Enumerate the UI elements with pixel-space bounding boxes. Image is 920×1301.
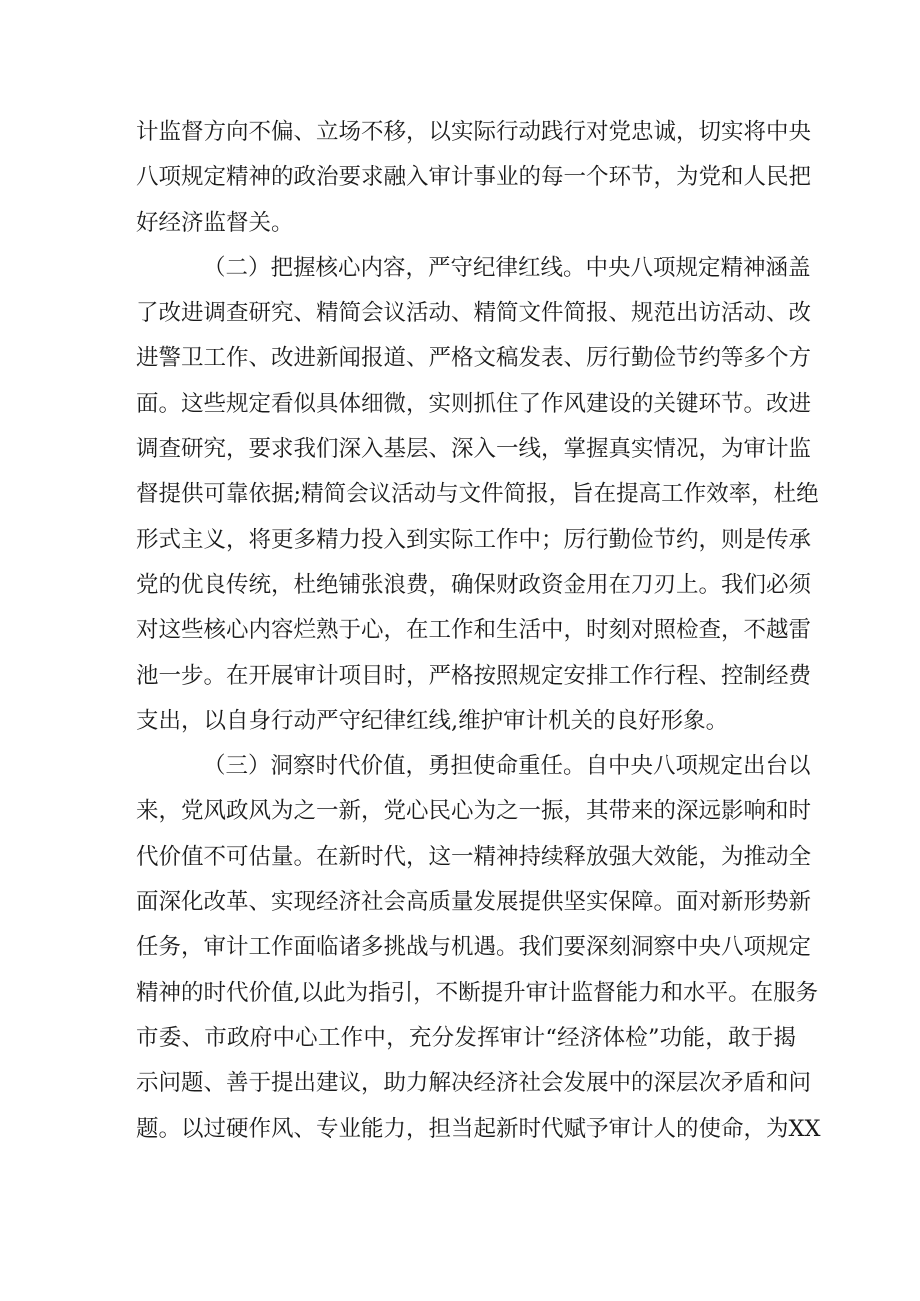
paragraph-line: 面深化改革、实现经济社会高质量发展提供坚实保障。面对新形势新 <box>136 889 812 916</box>
paragraph-line: 了改进调查研究、精简会议活动、精简文件简报、规范出访活动、改 <box>136 300 812 327</box>
paragraph-line: 池一步。在开展审计项目时，严格按照规定安排工作行程、控制经费 <box>136 662 812 689</box>
paragraph-line: 进警卫工作、改进新闻报道、严格文稿发表、厉行勤俭节约等多个方 <box>136 345 812 372</box>
paragraph-line: 支出，以自身行动严守纪律红线,维护审计机关的良好形象。 <box>136 707 729 734</box>
paragraph <box>136 744 821 1152</box>
paragraph-line: 党的优良传统，杜绝铺张浪费，确保财政资金用在刀刃上。我们必须 <box>136 571 812 598</box>
paragraph-line: 好经济监督关。 <box>136 209 294 236</box>
paragraph <box>136 246 819 744</box>
paragraph-line: 八项规定精神的政治要求融入审计事业的每一个环节，为党和人民把 <box>136 164 812 191</box>
paragraph <box>136 110 812 246</box>
paragraph-line: 形式主义，将更多精力投入到实际工作中；厉行勤俭节约，则是传承 <box>136 526 812 553</box>
paragraph-line: 对这些核心内容烂熟于心，在工作和生活中，时刻对照检查，不越雷 <box>136 617 812 644</box>
paragraph-line: （二）把握核心内容，严守纪律红线。中央八项规定精神涵盖 <box>203 254 811 281</box>
paragraph-line: 代价值不可估量。在新时代，这一精神持续释放强大效能，为推动全 <box>136 843 812 870</box>
paragraph-line: （三）洞察时代价值，勇担使命重任。自中央八项规定出台以 <box>203 753 811 780</box>
paragraph-line: 任务，审计工作面临诸多挑战与机遇。我们要深刻洞察中央八项规定 <box>136 934 812 961</box>
paragraph-line: 督提供可靠依据;精简会议活动与文件简报，旨在提高工作效率，杜绝 <box>136 481 819 508</box>
paragraph-line: 题。以过硬作风、专业能力，担当起新时代赋予审计人的使命，为XX <box>136 1115 821 1142</box>
paragraph-line: 示问题、善于提出建议，助力解决经济社会发展中的深层次矛盾和问 <box>136 1070 812 1097</box>
paragraph-line: 调查研究，要求我们深入基层、深入一线，掌握真实情况，为审计监 <box>136 436 812 463</box>
paragraph-line: 精神的时代价值,以此为指引，不断提升审计监督能力和水平。在服务 <box>136 979 819 1006</box>
paragraph-line: 面。这些规定看似具体细微，实则抓住了作风建设的关键环节。改进 <box>136 390 812 417</box>
paragraph-line: 来，党风政风为之一新，党心民心为之一振，其带来的深远影响和时 <box>136 798 812 825</box>
document-body <box>136 110 821 1152</box>
paragraph-line: 计监督方向不偏、立场不移，以实际行动践行对党忠诚，切实将中央 <box>136 119 812 145</box>
paragraph-line: 市委、市政府中心工作中，充分发挥审计“经济体检”功能，敢于揭 <box>136 1024 796 1051</box>
